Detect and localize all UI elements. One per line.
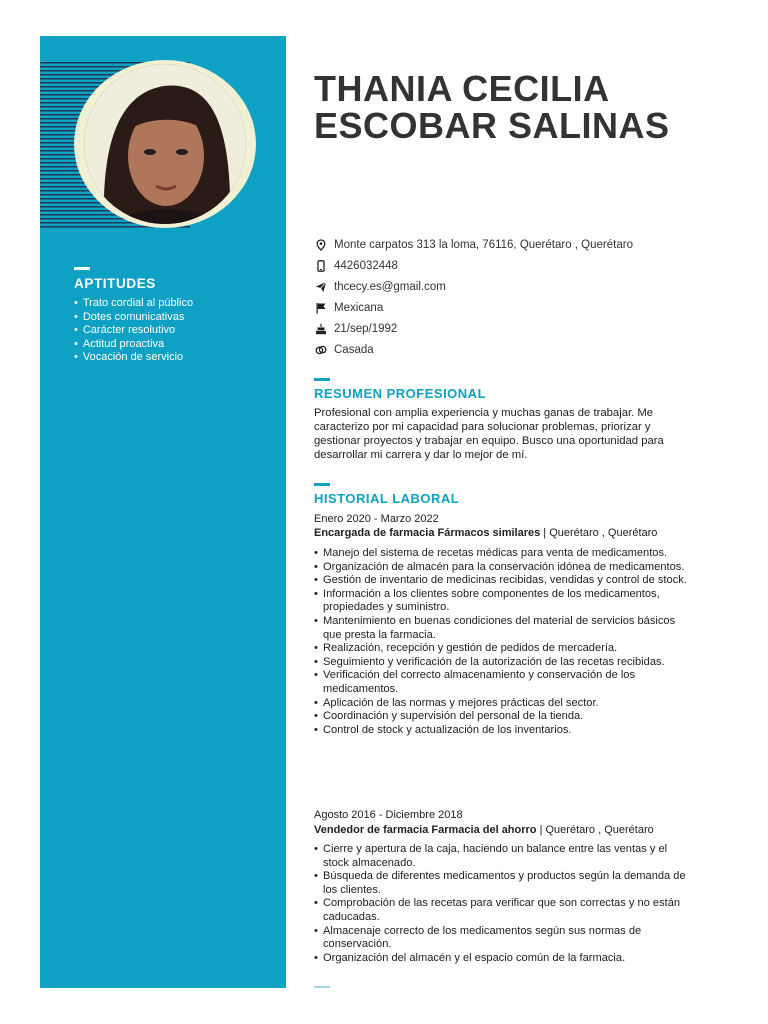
summary-heading: RESUMEN PROFESIONAL	[314, 386, 487, 401]
phone-icon	[314, 259, 328, 273]
contact-email-text: thcecy.es@gmail.com	[334, 280, 446, 293]
sidebar	[40, 36, 286, 988]
contact-address	[314, 234, 633, 255]
contact-phone	[314, 255, 633, 276]
job-bullet: • Cierre y apertura de la caja, haciendo un balance entre las ventas y el stock almacenado.	[314, 843, 692, 870]
job-bullet: • Realización, recepción y gestión de pedidos de mercadería.	[314, 642, 692, 656]
cake-icon	[314, 322, 328, 336]
job-bullet: • Coordinación y supervisión del personal de la tienda.	[314, 710, 692, 724]
contact-marital-status	[314, 339, 633, 360]
contact-nationality-text: Mexicana	[334, 301, 384, 314]
send-icon	[314, 280, 328, 294]
job-title-line	[314, 527, 657, 539]
job-dates: Enero 2020 - Marzo 2022	[314, 513, 439, 525]
aptitude-item: • Trato cordial al público	[74, 297, 193, 311]
aptitude-item: • Dotes comunicativas	[74, 311, 193, 325]
contact-list	[314, 234, 633, 360]
contact-address-text: Monte carpatos 313 la loma, 76116, Querétaro , Querétaro	[334, 238, 633, 251]
job-bullet: • Comprobación de las recetas para verificar que son correctas y no están caducadas.	[314, 897, 692, 924]
job-bullet: • Seguimiento y verificación de la autorización de las recetas recibidas.	[314, 656, 692, 670]
aptitudes-list	[74, 297, 193, 365]
job-bullet: • Almacenaje correcto de los medicamentos según sus normas de conservación.	[314, 925, 692, 952]
summary-text: Profesional con amplia experiencia y muchas ganas de trabajar. Me caracterizo por mi capacidad para solucionar problemas, priorizar y gestionar proyectos y trabajar en equipo. Busco una oportunidad para desarrollar mi carrera y dar lo mejor de mí.	[314, 407, 664, 461]
job-bullet: • Verificación del correcto almacenamiento y conservación de los medicamentos.	[314, 669, 692, 696]
job-bullet: • Manejo del sistema de recetas médicas para venta de medicamentos.	[314, 547, 692, 561]
job-bullet: • Búsqueda de diferentes medicamentos y productos según la demanda de los clientes.	[314, 870, 692, 897]
contact-marital-status-text: Casada	[334, 343, 374, 356]
candidate-name: THANIA CECILIA ESCOBAR SALINAS	[314, 68, 670, 146]
aptitudes-accent-bar	[74, 267, 90, 270]
job-bullet: • Aplicación de las normas y mejores prácticas del sector.	[314, 697, 692, 711]
job-location: | Querétaro , Querétaro	[536, 824, 654, 836]
job-bullet: • Organización del almacén y el espacio común de la farmacia.	[314, 952, 692, 966]
summary-accent-bar	[314, 378, 330, 381]
flag-icon	[314, 301, 328, 315]
aptitude-item: • Actitud proactiva	[74, 338, 193, 352]
work-history-accent-bar	[314, 483, 330, 486]
contact-phone-text: 4426032448	[334, 259, 398, 272]
contact-birthdate	[314, 318, 633, 339]
aptitudes-heading: APTITUDES	[74, 276, 156, 291]
job-title: Vendedor de farmacia Farmacia del ahorro	[314, 824, 537, 836]
rings-icon	[314, 343, 328, 357]
job-bullet: • Gestión de inventario de medicinas recibidas, vendidas y control de stock.	[314, 574, 692, 588]
aptitude-item: • Carácter resolutivo	[74, 324, 193, 338]
job-bullet: • Control de stock y actualización de los inventarios.	[314, 724, 692, 738]
job-bullet: • Información a los clientes sobre componentes de los medicamentos, propiedades y suministro.	[314, 588, 692, 615]
job-dates: Agosto 2016 - Diciembre 2018	[314, 809, 463, 821]
job-location: | Querétaro , Querétaro	[540, 527, 658, 539]
job-bullet: • Organización de almacén para la conservación idónea de medicamentos.	[314, 561, 692, 575]
job-bullet: • Mantenimiento en buenas condiciones del material de servicios básicos que presta la farmacia.	[314, 615, 692, 642]
contact-birthdate-text: 21/sep/1992	[334, 322, 398, 335]
job-bullets	[314, 843, 692, 965]
work-history-heading: HISTORIAL LABORAL	[314, 491, 460, 506]
job-title-line	[314, 824, 654, 836]
job-bullets	[314, 547, 692, 737]
contact-email	[314, 276, 633, 297]
aptitude-item: • Vocación de servicio	[74, 351, 193, 365]
profile-photo	[84, 64, 246, 224]
job-title: Encargada de farmacia Fármacos similares	[314, 527, 541, 539]
location-pin-icon	[314, 238, 328, 252]
contact-nationality	[314, 297, 633, 318]
page-continuation-mark	[314, 986, 330, 988]
